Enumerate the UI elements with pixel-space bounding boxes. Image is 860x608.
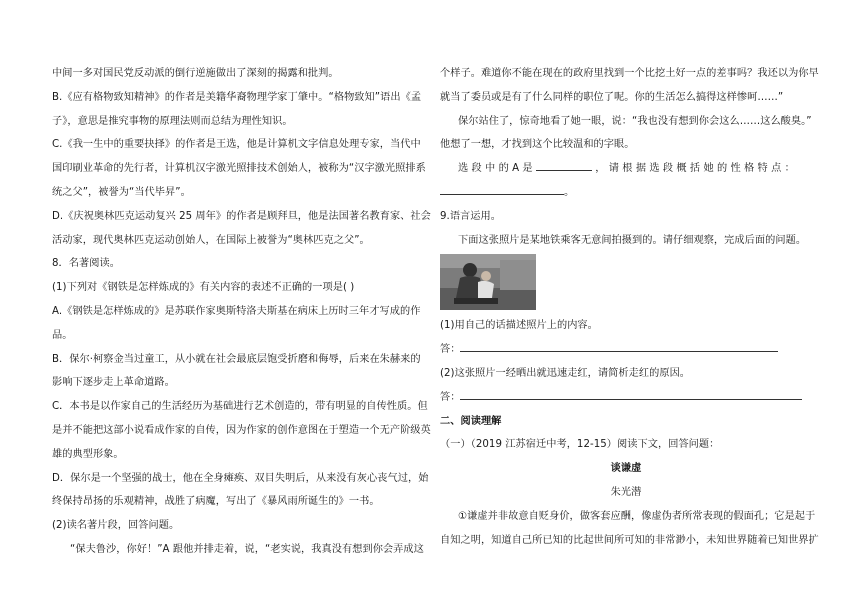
answer-line-1 bbox=[440, 338, 812, 362]
option-d-line: D．保尔是一个坚强的战士，他在全身瘫痪、双目失明后，从来没有灰心丧气过，始 bbox=[52, 472, 429, 484]
text-line: 终保持昂扬的乐观精神，战胜了病魔，写出了《暴风雨所诞生的》一书。 bbox=[52, 496, 380, 508]
answer-blank-a[interactable] bbox=[536, 159, 592, 171]
text-line: 中间一多对国民党反动派的倒行逆施做出了深刻的揭露和批判。 bbox=[52, 68, 339, 79]
subway-photo-graphic bbox=[440, 254, 536, 310]
option-c-line: C.《我一生中的重要抉择》的作者是王选，他是计算机文字信息处理专家，当代中 bbox=[52, 139, 421, 151]
text-line: 国印刷业革命的先行者，计算机汉字激光照排技术创始人，被称为“汉字激光照排系 bbox=[52, 163, 426, 175]
excerpt-paragraph: “保夫鲁沙，你好！”A 跟他并排走着，说，“老实说，我真没有想到你会弄成这 bbox=[70, 543, 424, 555]
reading-source: （一）（2019 江苏宿迁中考，12-15）阅读下文，回答问题： bbox=[440, 439, 720, 451]
article-paragraph: ①谦虚并非故意自贬身价，做客套应酬，像虚伪者所常表现的假面孔；它是起于 bbox=[458, 510, 816, 522]
article-title: 谈谦虚 bbox=[610, 463, 642, 475]
text-line: 子》，意思是推究事物的原理法则而总结为理性知识。 bbox=[52, 115, 293, 127]
text-line: 品。 bbox=[52, 329, 73, 341]
section-heading-reading: 二、阅读理解 bbox=[440, 415, 502, 427]
question-9-1: (1)用自己的话描述照片上的内容。 bbox=[440, 320, 598, 332]
option-a-line: A.《钢铁是怎样炼成的》是苏联作家奥斯特洛夫斯基在病床上历时三年才写成的作 bbox=[52, 305, 421, 317]
text-line: 影响下逐步走上革命道路。 bbox=[52, 377, 175, 389]
excerpt-line: 保尔站住了，惊奇地看了她一眼，说：“我也没有想到你会这么……这么酸臭。” bbox=[458, 115, 812, 127]
answer-label: 答： bbox=[440, 344, 461, 356]
fill-in-suffix: ， 请 根 据 选 段 概 括 她 的 性 格 特 点 ： bbox=[595, 163, 795, 175]
answer-input-2[interactable] bbox=[460, 387, 802, 400]
answer-input-1[interactable] bbox=[460, 339, 778, 352]
fill-in-prefix: 选 段 中 的 A 是 bbox=[458, 163, 533, 175]
article-author: 朱光潜 bbox=[610, 486, 642, 498]
question-8-1-stem: (1)下列对《钢铁是怎样炼成的》有关内容的表述不正确的一项是( ) bbox=[52, 282, 355, 294]
text-line: 是并不能把这部小说看成作家的自传，因为作家的创作意图在于塑造一个无产阶级英 bbox=[52, 424, 431, 436]
subway-photo bbox=[440, 254, 536, 310]
period: 。 bbox=[564, 186, 575, 198]
fill-in-question bbox=[440, 157, 812, 181]
question-9-2: (2)这张照片一经晒出就迅速走红，请简析走红的原因。 bbox=[440, 367, 691, 379]
option-b-line: B.《应有格物致知精神》的作者是美籍华裔物理学家丁肇中。“格物致知”语出《孟 bbox=[52, 91, 422, 103]
question-9-instruction: 下面这张照片是某地铁乘客无意间拍摄到的。请仔细观察，完成后面的问题。 bbox=[458, 234, 807, 246]
excerpt-line: 他想了一想，才找到这个比较温和的字眼。 bbox=[440, 139, 635, 151]
question-8-2-stem: (2)读名著片段，回答问题。 bbox=[52, 520, 180, 532]
question-8-heading: 8．名著阅读。 bbox=[52, 258, 120, 270]
option-c-line: C．本书是以作家自己的生活经历为基础进行艺术创造的，带有明显的自传性质。但 bbox=[52, 401, 428, 413]
option-d-line: D.《庆祝奥林匹克运动复兴 25 周年》的作者是顾拜旦，他是法国著名教育家、社会 bbox=[52, 210, 431, 222]
text-line: 统之父”，被誉为“当代毕昇”。 bbox=[52, 186, 191, 198]
left-column bbox=[52, 62, 431, 562]
right-column bbox=[440, 62, 819, 552]
fill-in-line bbox=[440, 181, 812, 205]
answer-label: 答： bbox=[440, 391, 461, 403]
article-paragraph: 自知之明，知道自己所已知的比起世间所可知的非常渺小，未知世界随着已知世界扩 bbox=[440, 534, 819, 546]
excerpt-line: 就当了委员或是有了什么同样的职位了呢。你的生活怎么搞得这样惨呵……” bbox=[440, 91, 784, 103]
excerpt-line: 个样子。难道你不能在现在的政府里找到一个比挖土好一点的差事吗？我还以为你早 bbox=[440, 68, 819, 79]
text-line: 活动家，现代奥林匹克运动创始人，在国际上被誉为“奥林匹克之父”。 bbox=[52, 234, 370, 246]
answer-blank-character[interactable] bbox=[440, 183, 564, 195]
question-9-heading: 9.语言运用。 bbox=[440, 210, 502, 222]
option-b-line: B．保尔·柯察金当过童工，从小就在社会最底层饱受折磨和侮辱，后来在朱赫来的 bbox=[52, 353, 421, 365]
text-line: 雄的典型形象。 bbox=[52, 448, 124, 460]
answer-line-2 bbox=[440, 386, 812, 410]
